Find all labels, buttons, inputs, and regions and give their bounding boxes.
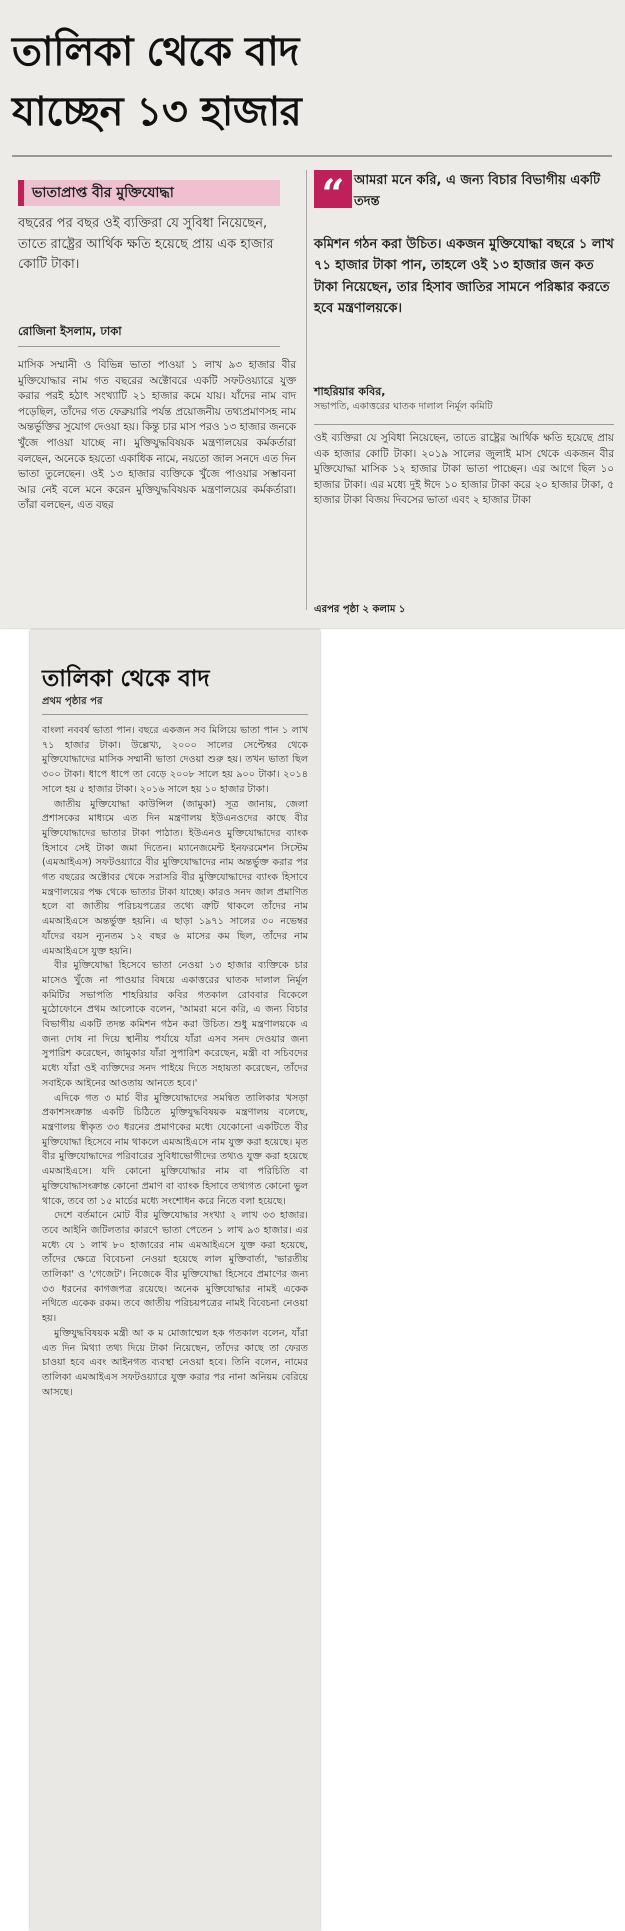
continuation-body <box>42 724 308 1400</box>
column-divider <box>306 170 307 610</box>
headline-line-1: তালিকা থেকে বাদ <box>12 28 299 75</box>
byline: রোজিনা ইসলাম, ঢাকা <box>18 323 280 347</box>
kicker-label: ভাতাপ্রাপ্ত বীর মুক্তিযোদ্ধা <box>18 180 280 206</box>
quote-attribution-title: সভাপতি, একাত্তরের ঘাতক দালাল নির্মূল কমিটি <box>314 401 493 412</box>
pull-quote-top: আমরা মনে করি, এ জন্য বিচার বিভাগীয় একটি তদন্ত <box>354 173 601 210</box>
article-body-left: মাসিক সম্মানী ও বিভিন্ন ভাতা পাওয়া ১ লাখ ৯৩ হাজার বীর মুক্তিযোদ্ধার নাম গত বছরের অক্টোবরে একটি সফটওয়্যারে যুক্ত করার পরই হঠাৎ সংখ্যাটি ২১ হাজার কমে যায়। যাঁদের নাম বাদ পড়েছিল, তাঁদের গত ফেব্রুয়ারি পর্যন্ত প্রয়োজনীয় তথ্যপ্রমাণসহ নাম অন্তর্ভুক্তির সুযোগ দেওয়া হয়। কিন্তু চার মাস পরও ১৩ হাজার জনকে খুঁজে পাওয়া যাচ্ছে না। মুক্তিযুদ্ধবিষয়ক মন্ত্রণালয়ের কর্মকর্তারা বলছেন, অনেকে হয়তো একাধিক নামে, নয়তো জাল সনদে এত দিন ভাতা তুলেছেন। ওই ১৩ হাজার ব্যক্তিকে খুঁজে পাওয়ার সম্ভাবনা আর নেই বলে মনে করেন মুক্তিযুদ্ধবিষয়ক মন্ত্রণালয়ের কর্মকর্তারা। তাঁরা বলছেন, এত বছর <box>18 359 296 512</box>
paragraph-4: এদিকে গত ৩ মার্চ বীর মুক্তিযোদ্ধাদের সমন্বিত তালিকার খসড়া প্রকাশসংক্রান্ত একটি চিঠিতে মুক্তিযুদ্ধবিষয়ক মন্ত্রণালয় বলেছে, মন্ত্রণালয় স্বীকৃত ৩৩ ধরনের প্রমাণকের মধ্যে যেকোনো একটিতে বীর মুক্তিযোদ্ধা হিসেবে নাম থাকলে এমআইএসে নাম যুক্ত করা হয়েছে। মৃত বীর মুক্তিযোদ্ধাদের পরিবারের সুবিধাভোগীদের তথ্যও যুক্ত করা হয়েছে এমআইএসে। যদি কোনো মুক্তিযোদ্ধার নাম বা পরিচিতি বা মুক্তিযোদ্ধাসংক্রান্ত কোনো প্রমাণ বা ব্যাংক হিসাবে তথ্যগত কোনো ভুল থাকে, তবে তা ১৫ মার্চের মধ্যে সংশোধন করে নিতে বলা হয়েছে। <box>42 1092 308 1207</box>
paragraph-1: বাংলা নববর্ষ ভাতা পান। বছরে একজন সব মিলিয়ে ভাতা পান ১ লাখ ৭১ হাজার টাকা। উল্লেখ্য, ২০০০ সালের সেপ্টেম্বর থেকে মুক্তিযোদ্ধাদের মাসিক সম্মানী ভাতা দেওয়া শুরু হয়। তখন ভাতা ছিল ৩০০ টাকা। ধাপে ধাপে তা বেড়ে ২০০৮ সালে হয় ৯০০ টাকা। ২০১৪ সালে হয় ৫ হাজার টাকা। ২০১৬ সালে হয় ১০ হাজার টাকা। <box>42 725 308 795</box>
continuation-heading: তালিকা থেকে বাদ <box>42 665 210 692</box>
continuation-subheading: প্রথম পৃষ্ঠার পর <box>42 696 103 707</box>
paragraph-2: জাতীয় মুক্তিযোদ্ধা কাউন্সিল (জামুকা) সূত্র জানায়, জেলা প্রশাসকের মাধ্যমে এত দিন মন্ত্রণালয় ইউএনওদের কাছে বীর মুক্তিযোদ্ধাদের ভাতার টাকা পাঠাত। ইউএনও মুক্তিযোদ্ধাদের ব্যাংক হিসাবে সেই টাকা জমা দিতেন। ম্যানেজমেন্ট ইনফরমেশন সিস্টেম (এমআইএস) সফটওয়্যারে বীর মুক্তিযোদ্ধাদের নাম অন্তর্ভুক্ত করার পর গত বছরের অক্টোবর থেকে সরাসরি বীর মুক্তিযোদ্ধাদের ব্যাংক হিসাবে মন্ত্রণালয়ের পক্ষ থেকে ভাতার টাকা যাচ্ছে। কারও সনদ জাল প্রমাণিত হলে বা জাতীয় পরিচয়পত্রের তথ্যে ত্রুটি থাকলে তাঁদের নাম এমআইএসে অন্তর্ভুক্ত হয়নি। এ ছাড়া ১৯৭১ সালের ৩০ নভেম্বর যাঁদের বয়স ন্যূনতম ১২ বছর ৬ মাসের কম ছিল, তাঁদের নাম এমআইএসে যুক্ত হয়নি। <box>42 798 308 957</box>
article-body-right: ওই ব্যক্তিরা যে সুবিধা নিয়েছেন, তাতে রাষ্ট্রের আর্থিক ক্ষতি হয়েছে প্রায় এক হাজার কোটি টাকা। ২০১৯ সালের জুলাই মাস থেকে একজন বীর মুক্তিযোদ্ধা মাসিক ১২ হাজার টাকা ভাতা পাচ্ছেন। এর আগে ছিল ১০ হাজার টাকা। এর মধ্যে দুই ঈদে ১০ হাজার টাকা করে ২০ হাজার টাকা, ৫ হাজার টাকা বিজয় দিবসের ভাতা এবং ২ হাজার টাকা <box>314 424 614 509</box>
front-page-clipping <box>0 0 625 628</box>
headline-line-2: যাচ্ছেন ১৩ হাজার <box>12 88 302 135</box>
headline-divider <box>12 155 612 157</box>
intro-text: বছরের পর বছর ওই ব্যক্তিরা যে সুবিধা নিয়েছেন, তাতে রাষ্ট্রের আর্থিক ক্ষতি হয়েছে প্রায় এক হাজার কোটি টাকা। <box>18 216 274 272</box>
quote-attribution-name: শাহরিয়ার কবির, <box>314 385 386 398</box>
paragraph-5: দেশে বর্তমানে মোট বীর মুক্তিযোদ্ধার সংখ্যা ২ লাখ ৩৩ হাজার। তবে আইনি জটিলতার কারণে ভাতা পেতেন ১ লাখ ৯৩ হাজার। এর মধ্যে যে ১ লাখ ৮০ হাজারের নাম এমআইএসে যুক্ত করা হয়েছে, তাঁদের ক্ষেত্রে বিবেচনা নেওয়া হয়েছে লাল মুক্তিবার্তা, 'ভারতীয় তালিকা' ও 'গেজেট'। নিজেকে বীর মুক্তিযোদ্ধা হিসেবে প্রমাণের জন্য ৩৩ ধরনের কাগজপত্র রয়েছে। অনেক মুক্তিযোদ্ধার নামই একেক নথিতে একেক রকম। তবে জাতীয় পরিচয়পত্রের নামই বিবেচনা নেওয়া হয়। <box>42 1210 308 1325</box>
quote-mark-icon: “ <box>314 170 352 208</box>
continuation-rule <box>42 714 308 715</box>
jump-line: এরপর পৃষ্ঠা ২ কলাম ১ <box>314 604 406 615</box>
paragraph-3: বীর মুক্তিযোদ্ধা হিসেবে ভাতা নেওয়া ১৩ হাজার ব্যক্তিকে চার মাসেও খুঁজে না পাওয়ার বিষয়ে একাত্তরের ঘাতক দালাল নির্মূল কমিটির সভাপতি শাহরিয়ার কবির গতকাল রোববার বিকেলে মুঠোফোনে প্রথম আলোকে বলেন, 'আমরা মনে করি, এ জন্য বিচার বিভাগীয় একটি তদন্ত কমিশন গঠন করা উচিত। শুধু মন্ত্রণালয়কে এ জন্য দোষ না দিয়ে স্থানীয় পর্যায়ে যাঁরা এসব সনদ দেওয়ার জন্য সুপারিশ করেছেন, জামুকার যাঁরা সুপারিশ করেছেন, মন্ত্রী বা সচিবদের মধ্যে যাঁরা ওই ব্যক্তিদের সনদ পাইয়ে দিতে সহায়তা করেছেন, তাঁদের সবাইকে আইনের আওতায় আনতে হবে।' <box>42 960 308 1089</box>
pull-quote-rest: কমিশন গঠন করা উচিত। একজন মুক্তিযোদ্ধা বছরে ১ লাখ ৭১ হাজার টাকা পান, তাহলে ওই ১৩ হাজার জন কত টাকা নিয়েছেন, তার হিসাব জাতির সামনে পরিষ্কার করতে হবে মন্ত্রণালয়কে। <box>314 237 614 316</box>
continuation-clipping <box>30 630 320 1931</box>
headline <box>12 22 612 142</box>
paragraph-6: মুক্তিযুদ্ধবিষয়ক মন্ত্রী আ ক ম মোজাম্মেল হক গতকাল বলেন, যাঁরা এত দিন মিথ্যা তথ্য দিয়ে টাকা নিয়েছেন, তাঁদের কাছে তা ফেরত চাওয়া হবে এবং আইনগত ব্যবস্থা নেওয়া হবে। তিনি বলেন, নামের তালিকা এমআইএস সফটওয়্যারে যুক্ত করার পর নানা অনিয়ম বেরিয়ে আসছে। <box>42 1327 308 1398</box>
